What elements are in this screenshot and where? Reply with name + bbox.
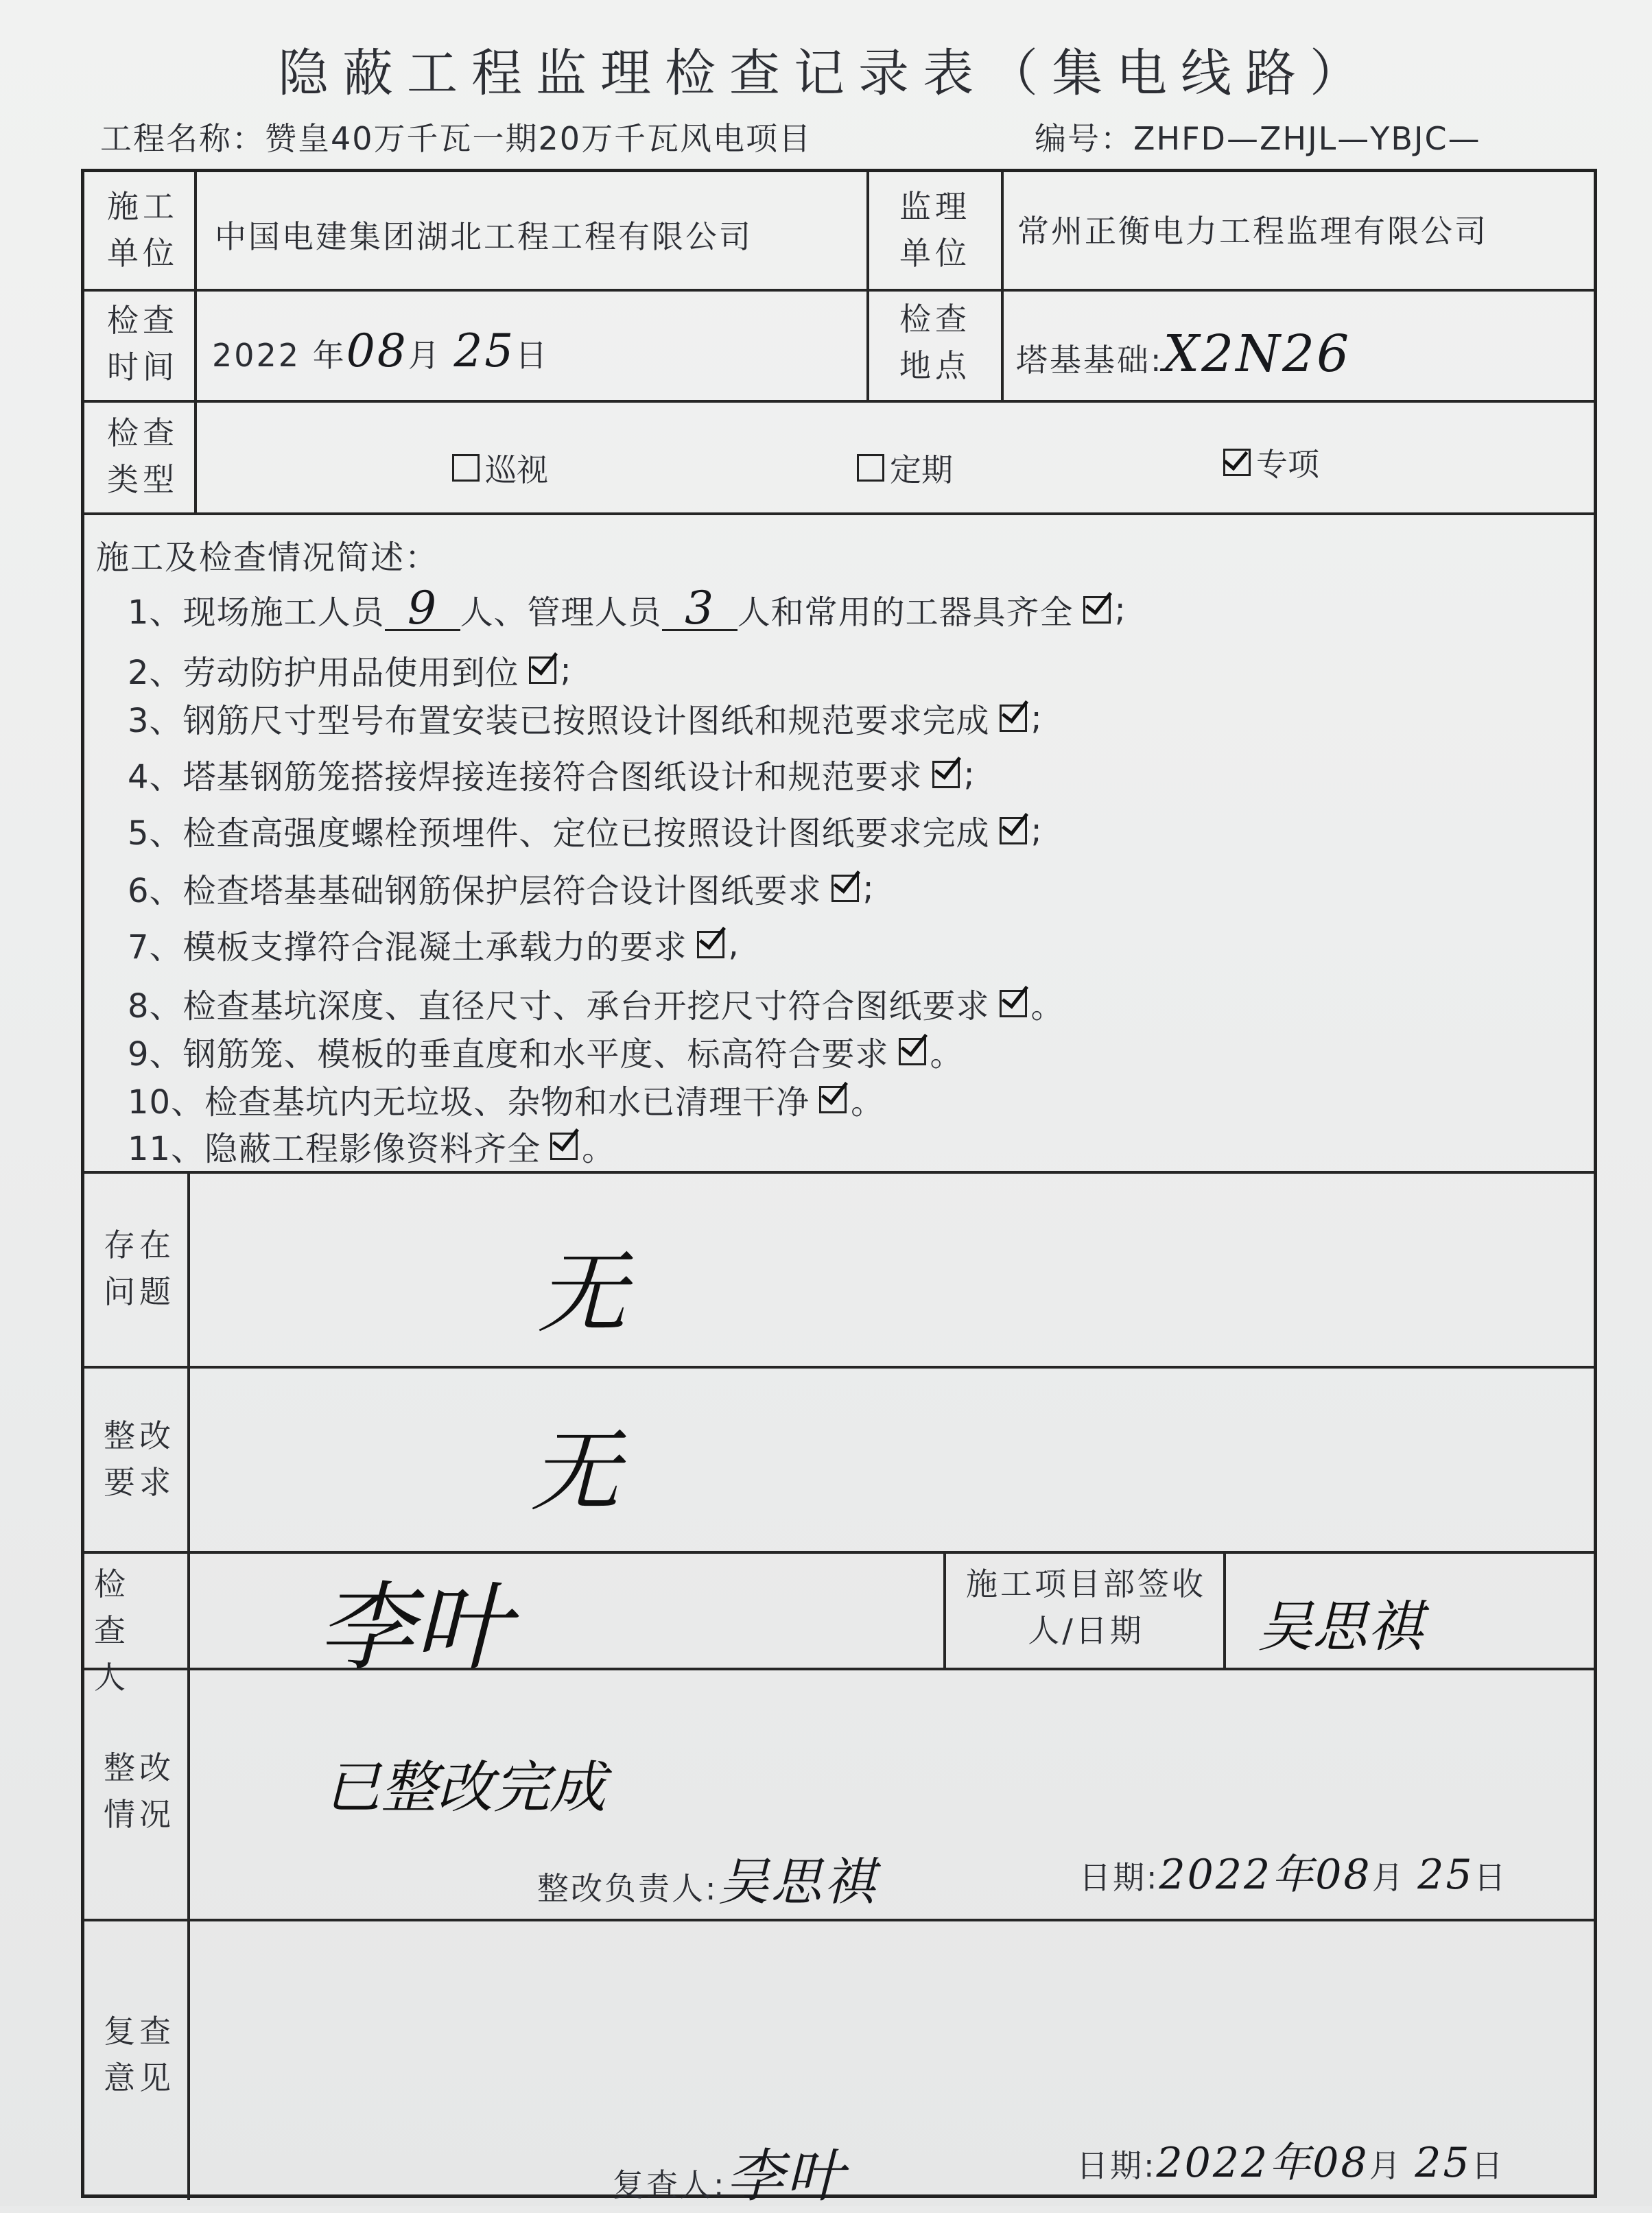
rectify-requirement-value: 无 [530, 1419, 620, 1524]
summary-item-7 [128, 921, 740, 968]
form-code [1035, 114, 1481, 159]
day-char: 日 [515, 337, 550, 374]
project-label: 工程名称： [100, 120, 265, 157]
rectify-date [1079, 1842, 1508, 1901]
summary-item-end: ; [560, 650, 572, 689]
rectify-date-day: 25 [1417, 1851, 1474, 1899]
summary-item-end: 。 [582, 1130, 616, 1168]
rectify-owner-label: 整改负责人: [537, 1870, 718, 1907]
rectify-status-value: 已整改完成 [324, 1755, 606, 1821]
review-date-month: 08 [1312, 2139, 1369, 2187]
rectify-owner-signature: 吴思祺 [718, 1853, 877, 1912]
summary-item-1 [128, 582, 1126, 635]
summary-item-text: 10、检查基坑内无垃圾、杂物和水已清理干净 [128, 1083, 810, 1122]
review-date-label: 日期: [1076, 2147, 1157, 2184]
project-value: 赞皇40万千瓦一期20万千瓦风电项目 [265, 120, 812, 157]
checkbox-checked-icon [1223, 449, 1251, 476]
summary-item-text: 5、检查高强度螺栓预埋件、定位已按照设计图纸要求完成 [128, 814, 990, 853]
date-month: 08 [346, 324, 408, 377]
rectify-date-label: 日期: [1079, 1859, 1159, 1896]
summary-item-10 [128, 1076, 884, 1123]
summary-item-2 [128, 646, 572, 694]
summary-item-text: 7、模板支撑符合混凝土承载力的要求 [128, 928, 687, 967]
rectify-date-month: 08 [1315, 1851, 1372, 1899]
checkbox-checked-icon [1083, 596, 1111, 624]
checkbox-checked-icon [1000, 990, 1027, 1017]
review-month-char: 月 [1369, 2147, 1403, 2184]
summary-item-end: 。 [851, 1083, 885, 1122]
checkbox-checked-icon [697, 931, 724, 958]
summary-item-text: 3、钢筋尺寸型号布置安装已按照设计图纸和规范要求完成 [128, 702, 990, 740]
review-date-day: 25 [1415, 2139, 1472, 2187]
type-special-checkbox[interactable] [1223, 440, 1319, 485]
checkbox-checked-icon [1000, 705, 1027, 732]
checkbox-checked-icon [1000, 817, 1027, 844]
review-day-char: 日 [1471, 2147, 1505, 2184]
reviewer-signature: 李叶 [726, 2142, 846, 2210]
supervision-unit-value: 常州正衡电力工程监理有限公司 [1017, 213, 1488, 250]
check-date [212, 324, 549, 377]
year-char: 年 [312, 337, 346, 374]
rectify-date-year: 2022 [1159, 1851, 1273, 1899]
rectify-requirement-label: 整改要求 [104, 1417, 175, 1501]
checkbox-checked-icon [550, 1133, 578, 1160]
checkbox-checked-icon [831, 875, 859, 902]
rectify-month-char: 月 [1371, 1859, 1406, 1896]
item1-end: ; [1114, 590, 1126, 629]
construction-unit-label: 施工单位 [107, 188, 178, 272]
issues-label: 存在问题 [104, 1227, 175, 1310]
date-day: 25 [453, 324, 516, 377]
checkbox-checked-icon [529, 656, 556, 684]
checkbox-empty-icon [857, 454, 884, 482]
checkbox-empty-icon [452, 454, 480, 482]
item1-text-a: 1、现场施工人员 [128, 593, 385, 632]
summary-item-end: 。 [1030, 987, 1065, 1026]
code-value: ZHFD—ZHJL—YBJC— [1133, 120, 1481, 157]
summary-item-text: 11、隐蔽工程影像资料齐全 [128, 1130, 541, 1168]
supervision-unit-label: 监理单位 [899, 188, 971, 272]
managers-count: 3 [662, 588, 738, 631]
date-year: 2022 [212, 337, 301, 374]
inspector-signature: 李叶 [318, 1572, 510, 1684]
type-patrol-label: 巡视 [485, 451, 548, 488]
summary-title: 施工及检查情况简述： [96, 539, 440, 577]
review-date-year: 2022 [1156, 2139, 1270, 2187]
summary-item-4 [128, 750, 976, 798]
summary-item-end: ; [862, 868, 875, 908]
review-opinion-label: 复查意见 [104, 2013, 175, 2096]
location-value: X2N26 [1163, 324, 1352, 383]
inspection-table [81, 169, 1597, 2210]
construction-unit-value: 中国电建集团湖北工程工程有限公司 [215, 218, 753, 255]
summary-item-text: 9、钢筋笼、模板的垂直度和水平度、标高符合要求 [128, 1035, 889, 1074]
summary-item-3 [128, 694, 1043, 742]
reviewer-label: 复查人: [613, 2166, 727, 2203]
summary-item-9 [128, 1028, 964, 1075]
summary-item-5 [128, 807, 1043, 854]
type-patrol-checkbox[interactable] [452, 445, 548, 490]
item1-text-b: 人、管理人员 [460, 593, 662, 632]
summary-item-end: 。 [930, 1035, 964, 1074]
location-prefix: 塔基基础: [1016, 342, 1164, 379]
workers-count: 9 [385, 588, 460, 631]
summary-item-8 [128, 980, 1065, 1027]
receiver-label: 施工项目部签收人/日期 [966, 1565, 1206, 1649]
review-date [1076, 2130, 1505, 2189]
rectify-status-label: 整改情况 [104, 1749, 175, 1833]
month-char: 月 [408, 337, 442, 374]
check-type-label: 检查类型 [107, 414, 178, 498]
checkbox-checked-icon [899, 1038, 926, 1065]
checkbox-checked-icon [819, 1086, 847, 1113]
summary-item-text: 4、塔基钢筋笼搭接焊接连接符合图纸设计和规范要求 [128, 758, 923, 796]
check-location-label: 检查地点 [899, 300, 971, 384]
reviewer [613, 2130, 846, 2213]
type-periodic-label: 定期 [890, 451, 953, 488]
summary-item-text: 2、劳动防护用品使用到位 [128, 654, 519, 692]
receiver-signature: 吴思祺 [1258, 1595, 1422, 1659]
page-title: 隐蔽工程监理检查记录表（集电线路） [278, 44, 1374, 103]
type-periodic-checkbox[interactable] [857, 445, 953, 490]
summary-item-end: , [728, 925, 740, 964]
summary-item-text: 8、检查基坑深度、直径尺寸、承台开挖尺寸符合图纸要求 [128, 987, 990, 1026]
rectify-owner [537, 1842, 877, 1915]
summary-item-text: 6、检查塔基基础钢筋保护层符合设计图纸要求 [128, 872, 822, 910]
summary-item-6 [128, 864, 875, 912]
review-year-char: 年 [1269, 2139, 1313, 2187]
check-time-label: 检查时间 [107, 302, 178, 386]
summary-item-end: ; [963, 755, 976, 794]
summary-item-end: ; [1030, 698, 1043, 737]
rectify-day-char: 日 [1474, 1859, 1508, 1896]
check-location [1016, 324, 1351, 383]
summary-item-end: ; [1030, 811, 1043, 850]
item1-text-c: 人和常用的工器具齐全 [737, 593, 1074, 632]
code-label: 编号： [1035, 120, 1133, 157]
summary-item-11 [128, 1122, 615, 1170]
inspector-label: 检查人 [94, 1565, 130, 1696]
checkbox-checked-icon [932, 761, 960, 788]
project-name [100, 114, 812, 159]
type-special-label: 专项 [1256, 446, 1319, 483]
issues-value: 无 [537, 1241, 627, 1345]
rectify-year-char: 年 [1272, 1851, 1316, 1899]
